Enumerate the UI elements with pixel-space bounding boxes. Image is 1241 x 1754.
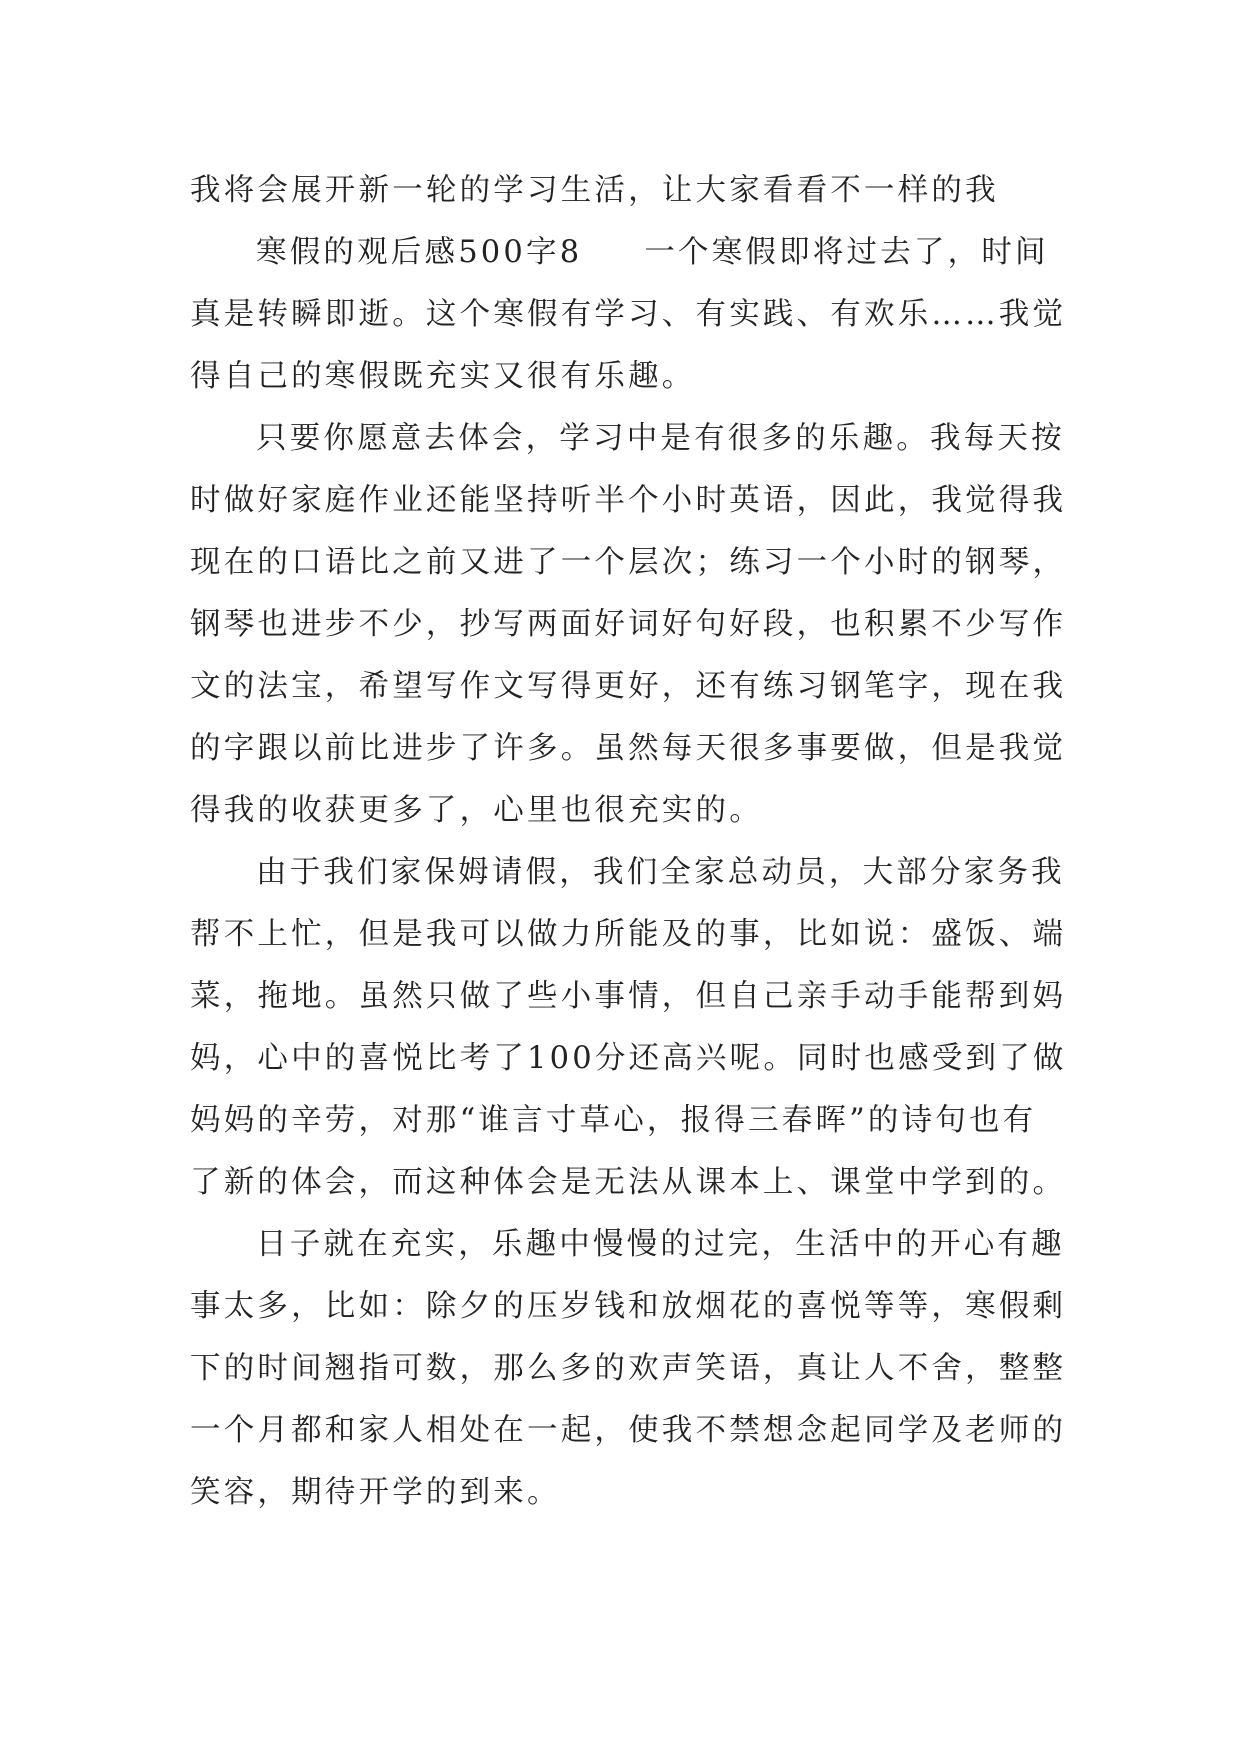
- text-line: 时做好家庭作业还能坚持听半个小时英语，因此，我觉得我: [190, 483, 1067, 518]
- text-line: 了新的体会，而这种体会是无法从课本上、课堂中学到的。: [190, 1165, 1067, 1200]
- text-line: 我将会展开新一轮的学习生活，让大家看看不一样的我: [190, 173, 999, 208]
- text-line: 由于我们家保姆请假，我们全家总动员，大部分家务我: [256, 855, 1065, 890]
- text-line: 事太多，比如：除夕的压岁钱和放烟花的喜悦等等，寒假剩: [190, 1289, 1067, 1324]
- text-line: 钢琴也进步不少，抄写两面好词好句好段，也积累不少写作: [190, 607, 1067, 642]
- text-line: 文的法宝，希望写作文写得更好，还有练习钢笔字，现在我: [190, 669, 1067, 704]
- text-line: 下的时间翘指可数，那么多的欢声笑语，真让人不舍，整整: [190, 1351, 1067, 1386]
- text-line: 帮不上忙，但是我可以做力所能及的事，比如说：盛饭、端: [190, 917, 1067, 952]
- section-title: 寒假的观后感500字8: [256, 235, 583, 270]
- text-line: 得自己的寒假既充实又很有乐趣。: [190, 359, 696, 394]
- text-line: 妈妈的辛劳，对那“谁言寸草心，报得三春晖”的诗句也有: [190, 1103, 1037, 1138]
- text-line: 现在的口语比之前又进了一个层次；练习一个小时的钢琴，: [190, 545, 1067, 580]
- text-line: 妈，心中的喜悦比考了100分还高兴呢。同时也感受到了做: [190, 1041, 1067, 1076]
- text-line: 一个寒假即将过去了，时间: [644, 235, 1049, 270]
- text-line: 的字跟以前比进步了许多。虽然每天很多事要做，但是我觉: [190, 731, 1067, 766]
- text-line: 真是转瞬即逝。这个寒假有学习、有实践、有欢乐……我觉: [190, 297, 1067, 332]
- document-body: [190, 160, 1070, 1524]
- heading-line: [190, 222, 1070, 284]
- text-line: 日子就在充实，乐趣中慢慢的过完，生活中的开心有趣: [256, 1227, 1065, 1262]
- text-line: 笑容，期待开学的到来。: [190, 1475, 561, 1510]
- text-line: 一个月都和家人相处在一起，使我不禁想念起同学及老师的: [190, 1413, 1067, 1448]
- text-line: 得我的收获更多了，心里也很充实的。: [190, 793, 763, 828]
- text-line: 菜，拖地。虽然只做了些小事情，但自己亲手动手能帮到妈: [190, 979, 1067, 1014]
- text-line: 只要你愿意去体会，学习中是有很多的乐趣。我每天按: [256, 421, 1065, 456]
